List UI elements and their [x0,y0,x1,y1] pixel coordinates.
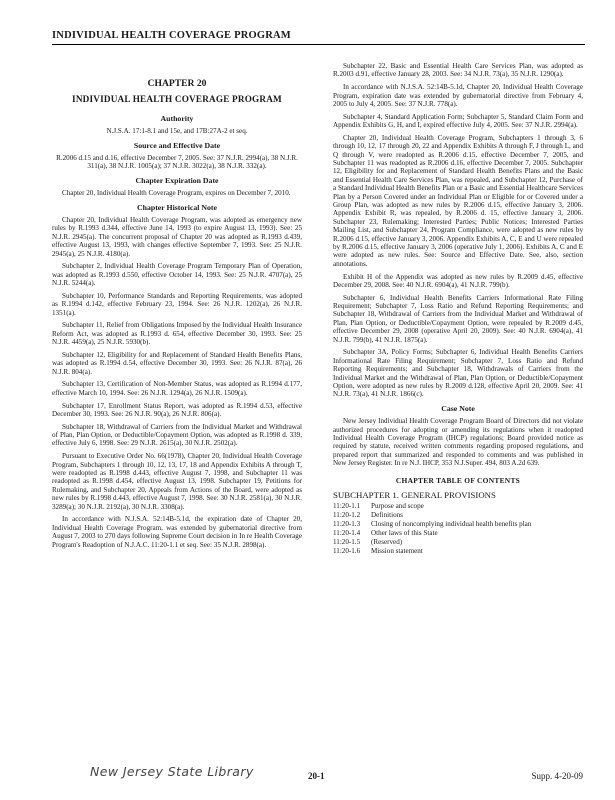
toc-item-number: 11:20-1.3 [333,520,361,529]
page-number: 20-1 [308,771,325,781]
toc-item-title: Mission statement [371,547,423,555]
history-paragraph: Chapter 20, Individual Health Coverage Program, was adopted as emergency new rules by R.1993 d.344, effective June 14, 1993 (to expire August 13, 1993). See: 25 N.J.R. 2945(a). The concurrent proposal of Chapter 20 was adopted as R.1993 d.439, effective August 13, 1993, with changes effective September 7, 1993. See: 25 N.J.R. 2945(a), 25 N.J.R. 4180(a). [52,216,302,258]
expiration-text: Chapter 20, Individual Health Coverage Program, expires on December 7, 2010. [62,189,291,198]
toc-item-title: Closing of noncomplying individual health benefits plan [371,520,532,529]
authority-text: N.J.S.A. 17:1-8.1 and 15e, and 17B:27A-2 et seq. [106,127,248,136]
history-paragraph: Subchapter 11, Relief from Obligations Imposed by the Individual Health Insurance Reform Act, was adopted as R.1993 d. 654, effective December 30, 1993. See: 25 N.J.R. 4459(a), 25 N.J.R. 5930(b). [52,321,302,347]
history-paragraph: Subchapter 18, Withdrawal of Carriers from the Individual Market and Withdrawal of Plan, Plan Option, or Deductible/Copayment Option, was adopted as R.1998 d. 339, effective July 6, 1998. See: 29 N.J.R. 2615(a), 30 N.J.R. 2502(a). [52,422,302,448]
history-paragraph: Subchapter 4, Standard Application Form; Subchapter 5, Standard Claim Form and Appendix Exhibits G, H, and I, expired effective July 4, 2005. See: 37 N.J.R. 2994(a). [333,112,583,130]
toc-item-title: Other laws of this State [371,529,438,538]
chapter-number: CHAPTER 20 [147,78,207,89]
history-paragraph: In accordance with N.J.S.A. 52:14B-5.1d, Chapter 20, Individual Health Coverage Program, expiration date was extended by gubernatorial directive from February 4, 2005 to July 4, 2005. See: 37 N.J.R. 778(a). [333,83,583,108]
toc-item [333,547,583,555]
toc-item-title: Definitions [371,511,403,520]
toc-item [333,529,583,537]
history-paragraph: Subchapter 13, Certification of Non-Member Status, was adopted as R.1994 d.177, effective March 10, 1994. See: 26 N.J.R. 1294(a), 26 N.J.R. 1509(a). [52,380,302,397]
toc-item [333,520,583,528]
source-text: R.2006 d.15 and d.16, effective December 7, 2005. See: 37 N.J.R. 2994(a), 38 N.J.R. 311(a), 38 N.J.R. 1005(a); 37 N.J.R. 3022(a), 38 N.J.R. 332(a). [56,154,298,171]
library-watermark: New Jersey State Library [90,764,254,779]
toc-item-number: 11:20-1.2 [333,511,361,520]
history-paragraph: In accordance with N.J.S.A. 52:14B-5.1d, the expiration date of Chapter 20, Individual Health Coverage Program, was extended by gubernatorial directive from August 7, 2003 to 270 days following Supreme Court decision in In re Health Coverage Program's Readoption of N.J.A.C. 11:20-1.1 et seq. See: 35 N.J.R. 2898(a). [52,515,302,549]
toc-item [333,538,583,546]
history-paragraph: Subchapter 17, Enrollment Status Report, was adopted as R.1994 d.53, effective December 30, 1993. See: 26 N.J.R. 90(a), 26 N.J.R. 806(a). [52,401,302,418]
authority-heading: Authority [160,113,194,123]
history-paragraph: Subchapter 12, Eligibility for and Replacement of Standard Health Benefits Plans, was adopted as R.1994 d.54, effective December 30, 1993. See: 26 N.J.R. 87(a), 26 N.J.R. 804(a). [52,350,302,376]
case-note-heading: Case Note [441,403,475,413]
toc-item-number: 11:20-1.4 [333,529,361,538]
history-paragraph: Subchapter 22, Basic and Essential Health Care Services Plan, was adopted as R.2003 d.91, effective January 28, 2003. See: 34 N.J.R. 73(a), 35 N.J.R. 1290(a). [333,62,583,79]
case-note-text: New Jersey Individual Health Coverage Program Board of Directors did not violate authorized procedures for adopting or amending its regulations when it readopted Individual Health Coverage Program (IHCP) regulations; Board provided notice as required by statute, received written comments regarding proposed regulations, and prepared report that summarized and responded to comments and was published in New Jersey Register. In re N.J. IHCP, 353 N.J.Super. 494, 803 A.2d 639. [333,417,583,468]
history-paragraph: Subchapter 10, Performance Standards and Reporting Requirements, was adopted as R.1994 d.142, effective February 23, 1994. See: 26 N.J.R. 1202(a), 26 N.J.R. 1351(a). [52,291,302,317]
toc-item-title: Purpose and scope [371,502,424,511]
right-column [333,62,583,556]
chapter-title: INDIVIDUAL HEALTH COVERAGE PROGRAM [72,94,282,105]
toc-item-number: 11:20-1.1 [333,502,361,511]
toc-heading: CHAPTER TABLE OF CONTENTS [395,475,521,485]
history-paragraph: Subchapter 2, Individual Health Coverage Program Temporary Plan of Operation, was adopted as R.1993 d.550, effective October 14, 1993. See: 25 N.J.R. 4707(a), 25 N.J.R. 5244(a). [52,262,302,288]
toc-item [333,502,583,510]
header-rule [52,44,585,45]
expiration-heading: Chapter Expiration Date [135,175,219,185]
history-paragraph: Subchapter 3A, Policy Forms; Subchapter 6, Individual Health Benefits Carriers Informational Rate Filing Requirement; Subchapter 7, Loss Ratio and Refund Reporting Requirements; and Subchapter 18, Withdrawals of Carriers from the Individual Market and the Withdrawal of Plan, Plan Option, or Deductible/Copayment Option, were adopted as new rules by R.2009 d.128, effective April 20, 2009. See: 41 N.J.R. 73(a), 41 N.J.R. 1866(c). [333,348,583,399]
toc-subchapter: SUBCHAPTER 1. GENERAL PROVISIONS [333,490,496,501]
history-paragraph: Chapter 20, Individual Health Coverage Program, Subchapters 1 through 3, 6 through 10, 12, 17 through 20, 22 and Appendix Exhibits A through F, J through L, and Q through V, were readopted as R.2006 d.15, effective December 7, 2005, and Subchapter 11 was readopted as R.2006 d.16, effective December 7, 2005. Subchapter 12, Eligibility for and Replacement of Standard Health Benefits Plans and the Basic and Essential Health Care Services Plan, was repealed, and Subchapter 12, Purchase of a Standard Individual Health Benefits Plan or a Basic and Essential Healthcare Services Plan by a Person Covered under an Individual Plan or Eligible for or Covered under a Group Plan, was adopted as new rules by R.2006 d.15, effective January 3, 2006. Appendix Exhibit R, was repealed, by R.2006 d. 15, effective January 3, 2006. Subchapter 23, Rulemaking; Interested Parties; Public Notices; Interested Parties Mailing List, and Subchapter 24, Program Compliance, were adopted as new rules by R.2006 d.15, effective January 3, 2006. Appendix Exhibits A, C, E and U were repealed by R.2006 d.15, effective January 3, 2006 (operative July 1, 2006). Exhibits A, C and E were adopted as new rules. See: Source and Effective Date. See, also, section annotations. [333,133,583,268]
history-paragraph: Subchapter 6, Individual Health Benefits Carriers Informational Rate Filing Requirement; Subchapter 7, Loss Ratio and Refund Reporting Requirements; and Subchapter 18, Withdrawal of Carriers from the Individual Market and Withdrawal of Plan, Plan Option, or Deductible/Copayment Option, were repealed by R.2009 d.45, effective December 29, 2008 (operative April 20, 2009). See: 40 N.J.R. 6904(a), 41 N.J.R. 799(b), 41 N.J.R. 1875(a). [333,293,583,344]
running-head: INDIVIDUAL HEALTH COVERAGE PROGRAM [52,30,291,41]
toc-item-number: 11:20-1.5 [333,538,361,547]
history-paragraph: Pursuant to Executive Order No. 66(1978), Chapter 20, Individual Health Coverage Program, Subchapters 1 through 10, 12, 13, 17, 18 and Appendix Exhibits A through T, were readopted as R.1998 d.443, effective August 7, 1998, and Subchapter 11 was readopted as R.1998 d.454, effective August 13, 1998. Subchapter 19, Petitions for Rulemaking, and Subchapter 20, Appeals from Actions of the Board, were adopted as new rules by R.1998 d.443, effective August 7, 1998. See: 30 N.J.R. 2581(a), 30 N.J.R. 3289(a); 30 N.J.R. 2192(a), 30 N.J.R. 3308(a). [52,452,302,511]
toc-item-number: 11:20-1.6 [333,547,361,555]
supplement-date: Supp. 4-20-09 [531,771,583,781]
toc-item-title: (Reserved) [371,538,403,547]
historical-heading: Chapter Historical Note [137,202,217,212]
left-column [52,80,302,553]
source-heading: Source and Effective Date [133,140,221,150]
toc-item [333,511,583,519]
history-paragraph: Exhibit H of the Appendix was adopted as new rules by R.2009 d.45, effective December 29, 2008. See: 40 N.J.R. 6904(a), 41 N.J.R. 799(b). [333,272,583,289]
